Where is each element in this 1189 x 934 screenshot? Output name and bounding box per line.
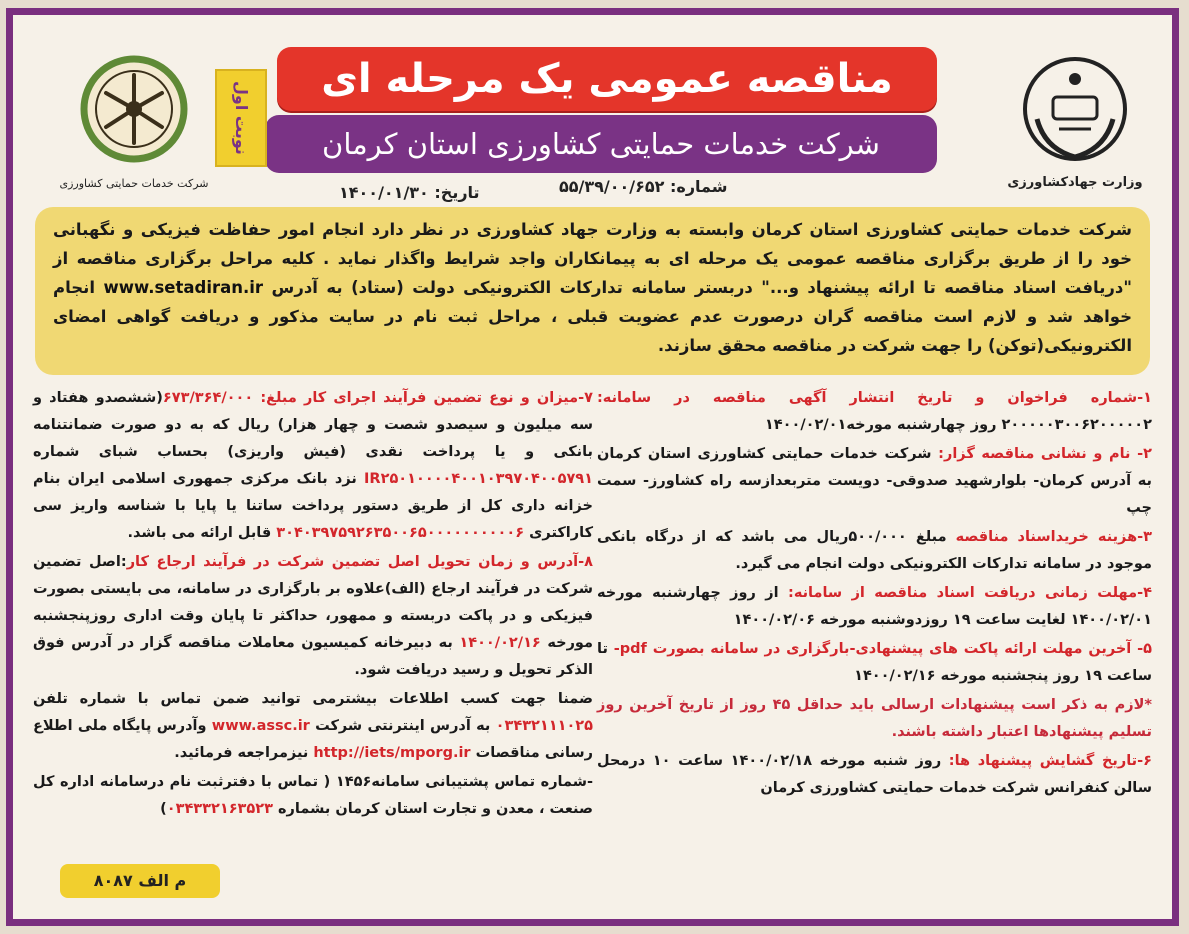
ministry-logo-block [990,49,1160,190]
validity-note: *لازم به ذکر است پیشنهادات ارسالی باید حداقل ۴۵ روز از تاریخ آخرین روز تسلیم پیشنهادها اعتبار داشته باشند. [597,697,1152,740]
company-logo [74,49,194,169]
reference-number: شماره: ۵۵/۳۹/۰۰/۶۵۲ [559,177,728,196]
item-6 [597,748,1152,802]
item-7-text-3: قابل ارائه می باشد. [127,525,277,541]
round-badge: نوبت اول [215,69,267,167]
intro-text-a: شرکت خدمات حمایتی کشاورزی استان کرمان وابسته به وزارت جهاد کشاورزی در نظر دارد انجام امور حفاظت فیزیکی و نگهبانی خود را از طریق برگزاری مناقصه عمومی یک مرحله ای به پیمانکاران واجد شرایط واگذار نماید . کلیه مراحل برگزاری مناقصه از "دریافت اسناد مناقصه تا ارائه پیشنهاد و..." دربستر سامانه تدارکات الکترونیکی دولت (ستاد) به آدرس [53,220,1132,297]
iets-link: http://iets/mporg.ir [313,745,471,761]
item-2-label: ۲- نام و نشانی مناقصه گزار: [931,446,1152,462]
assc-link: www.assc.ir [211,718,310,734]
contact-info [33,686,593,767]
conditions-right-column [597,385,1152,804]
support-info [33,769,593,823]
item-5-label: ۵- آخرین مهلت ارائه پاکت های پیشنهادی-بارگزاری در سامانه بصورت pdf- [613,641,1153,657]
sheba-number: IR۲۵۰۱۰۰۰۰۴۰۰۱۰۳۹۷۰۴۰۰۵۷۹۱ [364,471,593,487]
item-8-label: ۸-آدرس و زمان تحویل اصل تضمین شرکت در فرآیند ارجاع کار [126,554,593,570]
intro-paragraph [35,207,1150,375]
support-text: -شماره تماس پشتیبانی سامانه۱۴۵۶ ( تماس با دفترثبت نام درسامانه اداره کل صنعت ، معدن و تجارت استان کرمان بشماره [33,774,593,817]
item-5 [597,636,1152,690]
web2-suffix: نیزمراجعه فرمائید. [174,745,314,761]
ad-date: تاریخ: ۱۴۰۰/۰۱/۳۰ [339,183,480,202]
item-1-label: ۱-شماره فراخوان و تاریخ انتشار آگهی مناقصه در سامانه: [597,390,1152,406]
item-3-text: مبلغ ۵۰۰/۰۰۰ریال می باشد که از درگاه بانکی موجود در سامانه تدارکات الکترونیکی دولت انجام می گیرد. [597,529,1152,572]
item-8 [33,549,593,684]
item-3-label: ۳-هزینه خریداسناد مناقصه [946,529,1153,545]
support-phone: ۰۳۴۳۳۲۱۶۳۵۲۳ [166,801,273,817]
ad-title: مناقصه عمومی یک مرحله ای [277,47,937,111]
item-2 [597,441,1152,522]
item-8-text: :اصل تضمین شرکت در فرآیند ارجاع (الف)علاوه بر بارگزاری در سامانه، می بایستی بصورت فیزیکی و در پاکت دربسته و ممهور، حداکثر تا پایان وقت اداری روزپنجشنبه مورخه [33,554,593,651]
company-logo-block [29,49,239,190]
publication-code: م الف ۸۰۸۷ [60,864,220,898]
contact-phone: ۰۳۴۳۲۱۱۱۰۲۵ [495,718,593,734]
contact-text: ضمنا جهت کسب اطلاعات بیشترمی توانید ضمن تماس با شماره تلفن [33,691,593,707]
item-7-label: ۷-میزان و نوع تضمین فرآیند اجرای کار مبلغ: ۶۷۳/۳۶۴/۰۰۰ [162,390,593,406]
jihad-keshavarzi-logo [1015,49,1135,169]
item-4-text: از روز چهارشنبه مورخه ۱۴۰۰/۰۲/۰۱ لغایت ساعت ۱۹ روزدوشنبه مورخه ۱۴۰۰/۰۲/۰۶ [597,585,1152,628]
web1-prefix: به آدرس اینترنتی شرکت [309,718,496,734]
web2-prefix: وآدرس پایگاه ملی اطلاع رسانی مناقصات [33,718,593,761]
item-7-text: (ششصدو هفتاد و سه میلیون و سیصدو شصت و چهار هزار) ریال که به دو صورت ضمانتنامه بانکی و یا پرداخت نقدی (فیش واریزی) بحساب شبای شماره [33,390,593,460]
ad-subtitle: شرکت خدمات حمایتی کشاورزی استان کرمان [265,115,937,173]
setadiran-link: www.setadiran.ir [103,278,264,297]
item-7 [33,385,593,547]
item-1-text: ۲۰۰۰۰۰۳۰۰۶۲۰۰۰۰۰۲ روز چهارشنبه مورخه۱۴۰۰/۰۲/۰۱ [764,417,1152,433]
item-5-text: تا ساعت ۱۹ روز پنجشنبه مورخه ۱۴۰۰/۰۲/۱۶ [597,641,1152,684]
item-2-text: شرکت خدمات حمایتی کشاورزی استان کرمان به آدرس کرمان- بلوارشهید صدوقی- دویست متربعدازسه راه کشاورز- سمت چپ [597,446,1152,516]
support-end: ) [160,801,167,817]
conditions-left-column [33,385,593,825]
ad-frame [6,8,1179,926]
item-7-text-2: نزد بانک مرکزی جمهوری اسلامی ایران بنام خزانه داری کل از طریق دستور پرداخت ساتنا یا پایا با شناسه واریز سی کاراکتری [33,471,593,541]
item-8-date: ۱۴۰۰/۰۲/۱۶ [459,635,541,651]
deposit-id: ۳۰۴۰۳۹۷۵۹۲۶۳۵۰۰۶۵۰۰۰۰۰۰۰۰۰۰۶ [276,525,525,541]
item-4 [597,580,1152,634]
ad-page [19,21,1166,913]
ministry-caption: وزارت جهادکشاورزی [1007,175,1143,190]
item-6-text: روز شنبه مورخه ۱۴۰۰/۰۲/۱۸ ساعت ۱۰ درمحل سالن کنفرانس شرکت خدمات حمایتی کشاورزی کرمان [597,753,1152,796]
item-6-label: ۶-تاریخ گشایش پیشنهاد ها: [941,753,1152,769]
item-3 [597,524,1152,578]
item-4-label: ۴-مهلت زمانی دریافت اسناد مناقصه از سامانه: [778,585,1152,601]
company-caption: شرکت خدمات حمایتی کشاورزی [59,177,209,190]
intro-text-b: انجام خواهد شد و لازم است مناقصه گران درصورت عدم عضویت قبلی ، مراحل ثبت نام در سایت مذکور و دریافت گواهی امضای الکترونیکی(توکن) را جهت شرکت در مناقصه محقق سازند. [53,278,1132,355]
item-1 [597,385,1152,439]
item-8-text-2: به دبیرخانه کمیسیون معاملات مناقصه گزار در آدرس فوق الذکر تحویل و رسید دریافت شود. [33,635,593,678]
